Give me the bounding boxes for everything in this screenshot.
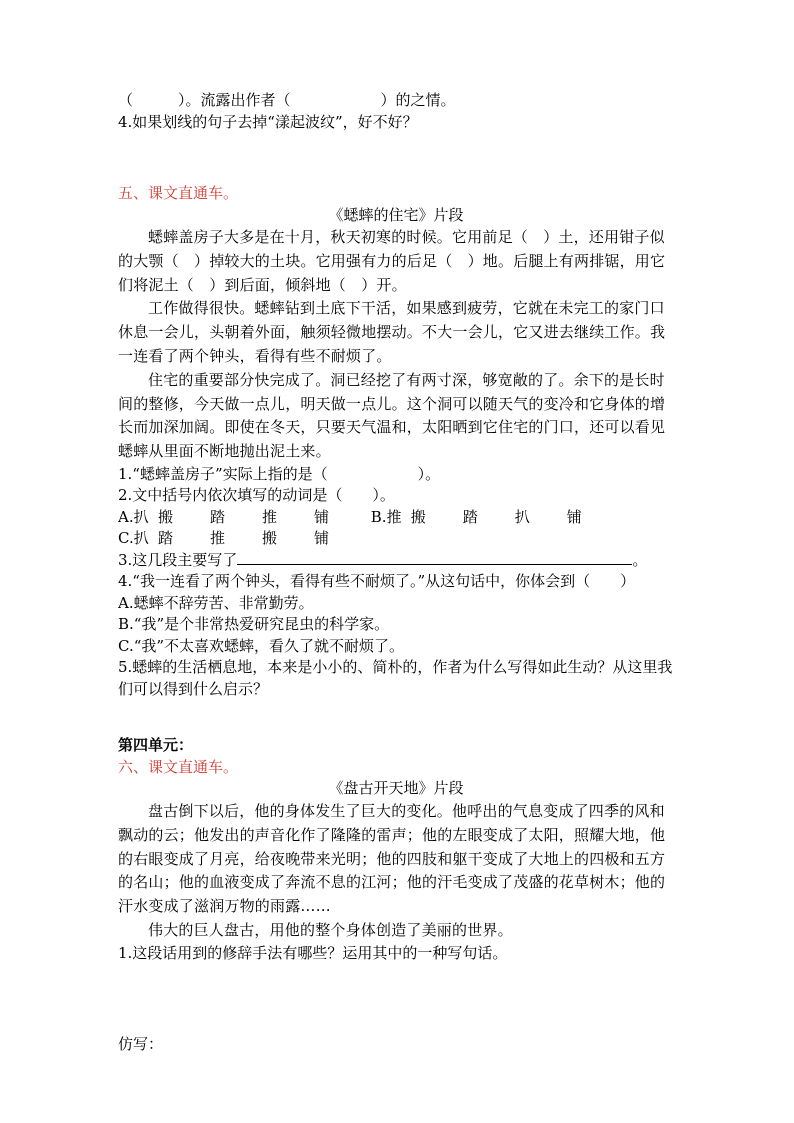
option-c: C.扒 踏 推 搬 铺: [118, 529, 330, 548]
question-4b: 4.“我一连看了两个钟头，看得有些不耐烦了。”从这句话中，你体会到（ ）: [118, 572, 636, 591]
option-a: A.扒 搬 踏 推 铺: [118, 507, 330, 526]
question-3: 3.这几段主要写了 。: [118, 550, 648, 569]
imitation-label: 仿写：: [118, 1035, 164, 1054]
worksheet-page: [118, 90, 674, 1056]
passage-paragraph: 盘古倒下以后，他的身体发生了巨大的变化。他呼出的气息变成了四季的风和飘动的云；他发出的声音化作了隆隆的雷声；他的左眼变成了太阳，照耀大地，他的右眼变成了月亮，给夜晚带来光明；他的四肢和躯干变成了大地上的四极和五方的名山；他的血液变成了奔流不息的江河；他的汗毛变成了茂盛的花草树木；他的汗水变成了滋润万物的雨露……: [118, 801, 666, 916]
option-b: B.推 搬 踏 扒 铺: [370, 507, 582, 526]
question-1: 1.这段话用到的修辞手法有哪些？运用其中的一种写句话。: [118, 943, 508, 962]
answer-blank[interactable]: [237, 550, 632, 565]
option-a: A.蟋蟀不辞劳苦、非常勤劳。: [118, 593, 314, 612]
passage-paragraph: 蟋蟀盖房子大多是在十月，秋天初寒的时候。它用前足（ ）土，还用钳子似的大颚（ ）掉较大的土块。它用强有力的后足（ ）地。后腿上有两排锯，用它们将泥土（ ）到后面，倾斜地（ ）开。: [118, 228, 666, 294]
section-6-heading: 六、课文直通车。: [118, 757, 239, 776]
option-c: C.“我”不太喜欢蟋蟀，看久了就不耐烦了。: [118, 636, 405, 655]
question-5: 5.蟋蟀的生活栖息地，本来是小小的、简朴的，作者为什么写得如此生动？从这里我们可以得到什么启示？: [118, 658, 673, 698]
question-4: 4.如果划线的句子去掉“漾起波纹”，好不好？: [118, 112, 418, 131]
passage-paragraph: 工作做得很快。蟋蟀钻到土底下干活，如果感到疲劳，它就在未完工的家门口休息一会儿，头朝着外面，触须轻微地摆动。不大一会儿，它又进去继续工作。我一连看了两个钟头，看得有些不耐烦了。: [118, 299, 666, 365]
passage-title: 《盘古开天地》片段: [328, 779, 464, 798]
unit-4-heading: 第四单元：: [118, 736, 194, 755]
passage-title: 《蟋蟀的住宅》片段: [328, 205, 464, 224]
question-1: 1.“蟋蟀盖房子”实际上指的是（ ）。: [118, 464, 441, 483]
section-5-heading: 五、课文直通车。: [118, 184, 239, 202]
passage-paragraph: 住宅的重要部分快完成了。洞已经挖了有两寸深，够宽敞的了。余下的是长时间的整修，今天做一点儿，明天做一点儿。这个洞可以随天气的变冷和它身体的增长而加深加阔。即使在冬天，只要天气温和，太阳晒到它住宅的门口，还可以看见蟋蟀从里面不断地抛出泥土来。: [118, 370, 666, 461]
passage-paragraph: 伟大的巨人盘古，用他的整个身体创造了美丽的世界。: [148, 920, 513, 939]
option-b: B.“我”是个非常热爱研究昆虫的科学家。: [118, 615, 390, 634]
question-2: 2.文中括号内依次填写的动词是（ ）。: [118, 486, 395, 505]
question-line: （ ）。流露出作者（ ）的之情。: [118, 91, 456, 109]
